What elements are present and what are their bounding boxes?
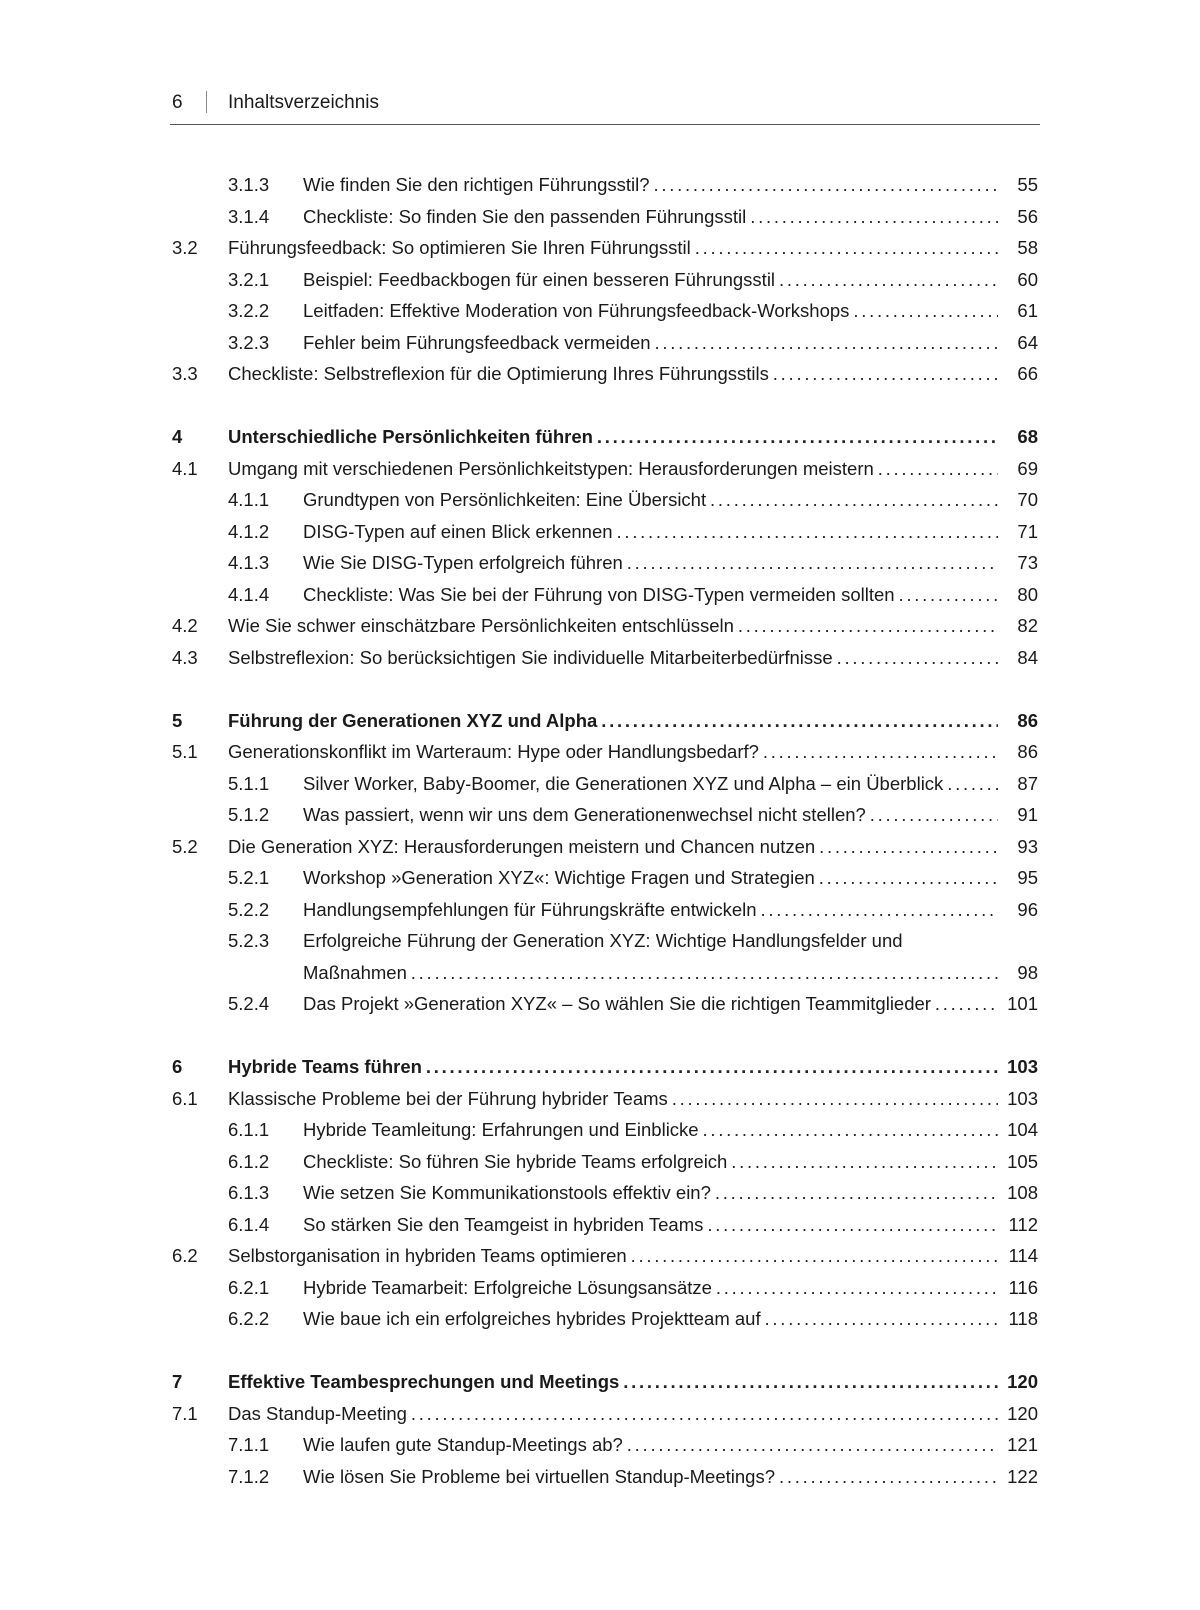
- toc-entry-title: Führungsfeedback: So optimieren Sie Ihren Führungsstil . . .: [228, 232, 998, 264]
- toc-entry-page: 96: [1017, 898, 1038, 920]
- toc-entry-title: Führung der Generationen XYZ und Alpha . . .: [228, 705, 998, 737]
- toc-entry-number: 3.2.2: [228, 300, 270, 321]
- toc-entry-title: Umgang mit verschiedenen Persönlichkeitstypen: Herausforderungen meistern . . .: [228, 453, 998, 485]
- toc-entry-number: 5.2: [172, 835, 198, 857]
- toc-entry-title: Hybride Teamleitung: Erfahrungen und Einblicke . . .: [303, 1114, 998, 1146]
- toc-entry-number: 6.2.1: [228, 1276, 270, 1298]
- toc-entry-number: 3.2.3: [228, 331, 270, 353]
- toc-entry: [170, 736, 1040, 768]
- toc-entry-title: Klassische Probleme bei der Führung hybrider Teams . . .: [228, 1083, 998, 1115]
- toc-entry-title: Wie baue ich ein erfolgreiches hybrides Projektteam auf . . .: [303, 1303, 998, 1335]
- toc-entry: [170, 925, 1040, 988]
- toc-entry-number: 6.2: [172, 1245, 198, 1266]
- toc-entry-title: Selbstreflexion: So berücksichtigen Sie individuelle Mitarbeiterbedürfnisse . . .: [228, 642, 998, 674]
- toc-entry-number: 5.1.2: [228, 804, 270, 825]
- toc-entry-title: Fehler beim Führungsfeedback vermeiden . . .: [303, 327, 998, 359]
- toc-entry: [170, 831, 1040, 863]
- toc-entry-number: 4.1: [172, 457, 198, 479]
- toc-entry-title: Die Generation XYZ: Herausforderungen meistern und Chancen nutzen . . .: [228, 831, 998, 863]
- toc-entry-number: 5.2.4: [228, 993, 270, 1014]
- toc-entry-number: 3.2.1: [228, 268, 270, 290]
- toc-entry-page: 93: [1017, 835, 1038, 857]
- toc-entry-number: 3.1.4: [228, 205, 270, 227]
- toc-entry-number: 6.1.2: [228, 1150, 270, 1172]
- toc-entry-number: 3.2: [172, 237, 198, 258]
- running-title: Inhaltsverzeichnis: [228, 92, 380, 113]
- toc-entry-page: 60: [1017, 268, 1038, 290]
- toc-entry: [170, 610, 1040, 642]
- toc-entry-number: 6.1.1: [228, 1119, 270, 1140]
- toc-entry: [170, 516, 1040, 548]
- toc-entry-page: 103: [1007, 1087, 1038, 1109]
- toc-entry-number: 5.2.1: [228, 867, 270, 888]
- toc-entry-page: 120: [1007, 1371, 1038, 1392]
- toc-entry-page: 71: [1017, 520, 1038, 542]
- toc-entry: [170, 1083, 1040, 1115]
- toc-entry-number: 5.2.2: [228, 898, 270, 920]
- toc-entry-number: 6.2.2: [228, 1308, 270, 1329]
- toc-entry-page: 114: [1008, 1245, 1038, 1266]
- toc-entry-number: 6.1.4: [228, 1213, 270, 1235]
- toc-entry: [170, 799, 1040, 831]
- toc-entry-number: 3.1.3: [228, 174, 270, 195]
- toc-entry-page: 84: [1017, 646, 1038, 668]
- toc-entry: [170, 484, 1040, 516]
- toc-entry-page: 68: [1017, 426, 1038, 447]
- toc-entry-title: Unterschiedliche Persönlichkeiten führen . . .: [228, 421, 998, 453]
- toc-entry-page: 87: [1017, 772, 1038, 794]
- toc-entry-page: 98: [1017, 961, 1038, 983]
- toc-entry: [170, 1461, 1040, 1493]
- toc-entry-number: 7.1.1: [228, 1434, 270, 1455]
- toc-entry-page: 122: [1007, 1465, 1038, 1487]
- toc-entry-title: Wie Sie schwer einschätzbare Persönlichkeiten entschlüsseln . . .: [228, 610, 998, 642]
- toc-entry-page: 121: [1007, 1434, 1038, 1455]
- toc-entry: [170, 1398, 1040, 1430]
- toc-entry-title: Das Standup-Meeting . . .: [228, 1398, 998, 1430]
- toc-entry: [170, 1177, 1040, 1209]
- toc-entry-title: Beispiel: Feedbackbogen für einen besseren Führungsstil . . .: [303, 264, 998, 296]
- page-header: [170, 88, 1040, 125]
- toc-entry: [170, 1114, 1040, 1146]
- toc-entry-number: 5.1.1: [228, 772, 270, 794]
- toc-entry: [170, 988, 1040, 1020]
- toc-entry: [170, 1240, 1040, 1272]
- toc-entry-page: 104: [1007, 1119, 1038, 1140]
- toc-entry-title: DISG-Typen auf einen Blick erkennen . . .: [303, 516, 998, 548]
- toc-entry-number: 7.1.2: [228, 1465, 270, 1487]
- toc-entry: [170, 1272, 1040, 1304]
- toc-entry-title: Workshop »Generation XYZ«: Wichtige Fragen und Strategien . . .: [303, 862, 998, 894]
- toc-entry-page: 56: [1017, 205, 1038, 227]
- page-number: 6: [172, 92, 183, 113]
- toc-entry-number: 4.2: [172, 615, 198, 636]
- table-of-contents: [170, 169, 1040, 1492]
- toc-entry-title: Wie setzen Sie Kommunikationstools effektiv ein? . . .: [303, 1177, 998, 1209]
- toc-entry: [170, 1303, 1040, 1335]
- toc-entry-title: Wie finden Sie den richtigen Führungsstil? . . .: [303, 169, 998, 201]
- toc-entry-title: Handlungsempfehlungen für Führungskräfte entwickeln . . .: [303, 894, 998, 926]
- toc-entry-title: Wie lösen Sie Probleme bei virtuellen Standup-Meetings? . . .: [303, 1461, 998, 1493]
- header-separator: [206, 91, 207, 113]
- toc-entry-page: 55: [1017, 174, 1038, 195]
- toc-entry-number: 4.1.3: [228, 552, 270, 573]
- toc-entry-page: 101: [1007, 993, 1038, 1014]
- toc-chapter: [170, 1366, 1040, 1398]
- toc-entry-number: 4.3: [172, 646, 198, 668]
- toc-entry-page: 69: [1017, 457, 1038, 479]
- toc-entry-title: So stärken Sie den Teamgeist in hybriden Teams . . .: [303, 1209, 998, 1241]
- toc-entry-title: Grundtypen von Persönlichkeiten: Eine Übersicht . . .: [303, 484, 998, 516]
- toc-entry: [170, 1146, 1040, 1178]
- toc-entry-number: 6.1: [172, 1087, 198, 1109]
- toc-entry: [170, 579, 1040, 611]
- toc-entry: [170, 768, 1040, 800]
- toc-entry: [170, 453, 1040, 485]
- toc-entry-number: 6.1.3: [228, 1182, 270, 1203]
- toc-entry: [170, 1429, 1040, 1461]
- toc-chapter: [170, 1051, 1040, 1083]
- toc-entry: [170, 201, 1040, 233]
- toc-entry-title: Effektive Teambesprechungen und Meetings . . .: [228, 1366, 998, 1398]
- toc-entry-title: Checkliste: So finden Sie den passenden Führungsstil . . .: [303, 201, 998, 233]
- toc-entry: [170, 358, 1040, 390]
- toc-entry: [170, 862, 1040, 894]
- toc-entry: [170, 894, 1040, 926]
- toc-entry-title: Checkliste: Was Sie bei der Führung von DISG-Typen vermeiden sollten . . .: [303, 579, 998, 611]
- toc-entry-title: Checkliste: So führen Sie hybride Teams erfolgreich . . .: [303, 1146, 998, 1178]
- toc-entry-number: 4.1.2: [228, 520, 270, 542]
- toc-entry-number: 4.1.4: [228, 583, 270, 605]
- toc-entry: [170, 642, 1040, 674]
- toc-entry-page: 112: [1008, 1213, 1038, 1235]
- toc-entry-number: 4.1.1: [228, 489, 270, 510]
- toc-entry-page: 82: [1017, 615, 1038, 636]
- toc-entry-page: 58: [1017, 237, 1038, 258]
- toc-entry-page: 64: [1017, 331, 1038, 353]
- toc-entry-number: 5.2.3: [228, 930, 270, 951]
- toc-entry-page: 118: [1008, 1308, 1038, 1329]
- toc-entry: [170, 169, 1040, 201]
- toc-entry-number: 6: [172, 1056, 183, 1077]
- toc-entry-page: 80: [1017, 583, 1038, 605]
- toc-entry-title: Selbstorganisation in hybriden Teams optimieren . . .: [228, 1240, 998, 1272]
- toc-entry-number: 7.1: [172, 1402, 198, 1424]
- toc-entry-page: 61: [1017, 300, 1038, 321]
- toc-entry-title: Erfolgreiche Führung der Generation XYZ: Wichtige Handlungsfelder und Maßnahmen . . .: [303, 925, 998, 988]
- toc-entry-page: 103: [1007, 1056, 1038, 1077]
- toc-entry-page: 70: [1017, 489, 1038, 510]
- toc-entry-title: Checkliste: Selbstreflexion für die Optimierung Ihres Führungsstils . . .: [228, 358, 998, 390]
- toc-entry-page: 86: [1017, 709, 1038, 731]
- toc-entry-page: 108: [1007, 1182, 1038, 1203]
- toc-entry-title: Wie Sie DISG-Typen erfolgreich führen . . .: [303, 547, 998, 579]
- toc-entry-page: 66: [1017, 363, 1038, 384]
- toc-entry: [170, 295, 1040, 327]
- toc-entry-page: 116: [1008, 1276, 1038, 1298]
- toc-entry-title: Hybride Teams führen . . .: [228, 1051, 998, 1083]
- toc-entry: [170, 547, 1040, 579]
- toc-entry: [170, 264, 1040, 296]
- toc-entry-number: 3.3: [172, 363, 198, 384]
- toc-entry-title: Hybride Teamarbeit: Erfolgreiche Lösungsansätze . . .: [303, 1272, 998, 1304]
- toc-entry-number: 7: [172, 1371, 183, 1392]
- toc-entry: [170, 232, 1040, 264]
- toc-entry-title: Silver Worker, Baby-Boomer, die Generationen XYZ und Alpha – ein Überblick . . .: [303, 768, 998, 800]
- toc-entry-title: Das Projekt »Generation XYZ« – So wählen Sie die richtigen Teammitglieder . . .: [303, 988, 998, 1020]
- toc-entry-number: 5.1: [172, 741, 198, 762]
- toc-chapter: [170, 421, 1040, 453]
- toc-entry-page: 105: [1007, 1150, 1038, 1172]
- toc-entry-page: 73: [1017, 552, 1038, 573]
- toc-entry-title: Was passiert, wenn wir uns dem Generationenwechsel nicht stellen? . . .: [303, 799, 998, 831]
- toc-entry-page: 86: [1017, 741, 1038, 762]
- toc-entry-page: 95: [1017, 867, 1038, 888]
- toc-entry-title: Leitfaden: Effektive Moderation von Führungsfeedback-Workshops . . .: [303, 295, 998, 327]
- toc-entry-title: Generationskonflikt im Warteraum: Hype oder Handlungsbedarf? . . .: [228, 736, 998, 768]
- toc-chapter: [170, 705, 1040, 737]
- toc-entry: [170, 1209, 1040, 1241]
- toc-entry-title: Wie laufen gute Standup-Meetings ab? . . .: [303, 1429, 998, 1461]
- toc-entry: [170, 327, 1040, 359]
- toc-entry-page: 120: [1007, 1402, 1038, 1424]
- toc-entry-number: 5: [172, 709, 183, 731]
- toc-entry-page: 91: [1017, 804, 1038, 825]
- toc-entry-number: 4: [172, 426, 183, 447]
